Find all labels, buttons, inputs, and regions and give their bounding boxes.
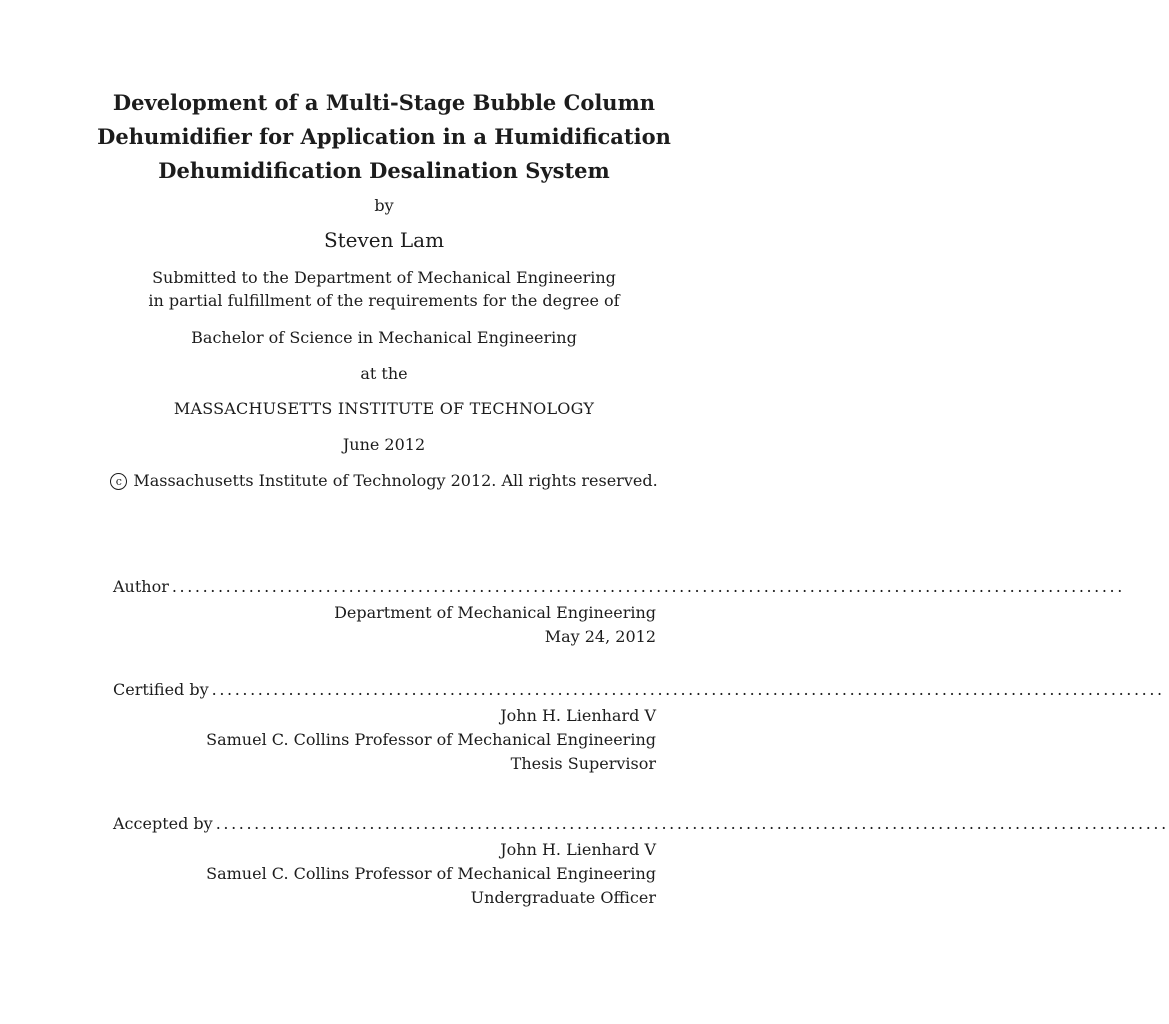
submission-statement [0,266,768,312]
accepted-signature-block [113,814,1169,910]
certified-position: Samuel C. Collins Professor of Mechanical Engineering [206,730,656,749]
thesis-title-line-1: Development of a Multi-Stage Bubble Column [112,90,656,115]
author-signature-label: Author [113,577,169,596]
accepted-signature-label: Accepted by [113,814,213,833]
accepted-name: John H. Lienhard V [500,840,656,859]
thesis-title-line-3: Dehumidification Desalination System [158,158,610,183]
accepted-role: Undergraduate Officer [470,888,656,907]
submission-line-2: in partial fulfillment of the requirements for the degree of [148,291,620,310]
copyright-text: Massachusetts Institute of Technology 2012. All rights reserved. [133,471,658,490]
submission-line-1: Submitted to the Department of Mechanical Engineering [152,268,616,287]
author-signature-block [113,577,1125,649]
degree-name: Bachelor of Science in Mechanical Engineering [191,328,577,347]
author-department: Department of Mechanical Engineering [334,603,656,622]
author-name: Steven Lam [323,228,445,252]
certified-signature-line: ............................................................................................................................ [211,680,1165,699]
thesis-title [0,86,768,188]
accepted-signature-line: ............................................................................................................................ [215,814,1169,833]
certified-name: John H. Lienhard V [500,706,656,725]
author-date: May 24, 2012 [544,627,656,646]
by-line: by [374,196,394,215]
copyright-icon: c [110,473,127,490]
certified-signature-block [113,680,1165,776]
accepted-position: Samuel C. Collins Professor of Mechanical Engineering [206,864,656,883]
certified-signature-label: Certified by [113,680,209,699]
copyright-notice [0,471,768,490]
submission-date: June 2012 [342,435,426,454]
thesis-title-line-2: Dehumidifier for Application in a Humidification [97,124,671,149]
at-the-line: at the [360,364,408,383]
author-signature-line: ............................................................................................................................ [171,577,1125,596]
certified-role: Thesis Supervisor [510,754,656,773]
institute-name: MASSACHUSETTS INSTITUTE OF TECHNOLOGY [173,399,595,418]
